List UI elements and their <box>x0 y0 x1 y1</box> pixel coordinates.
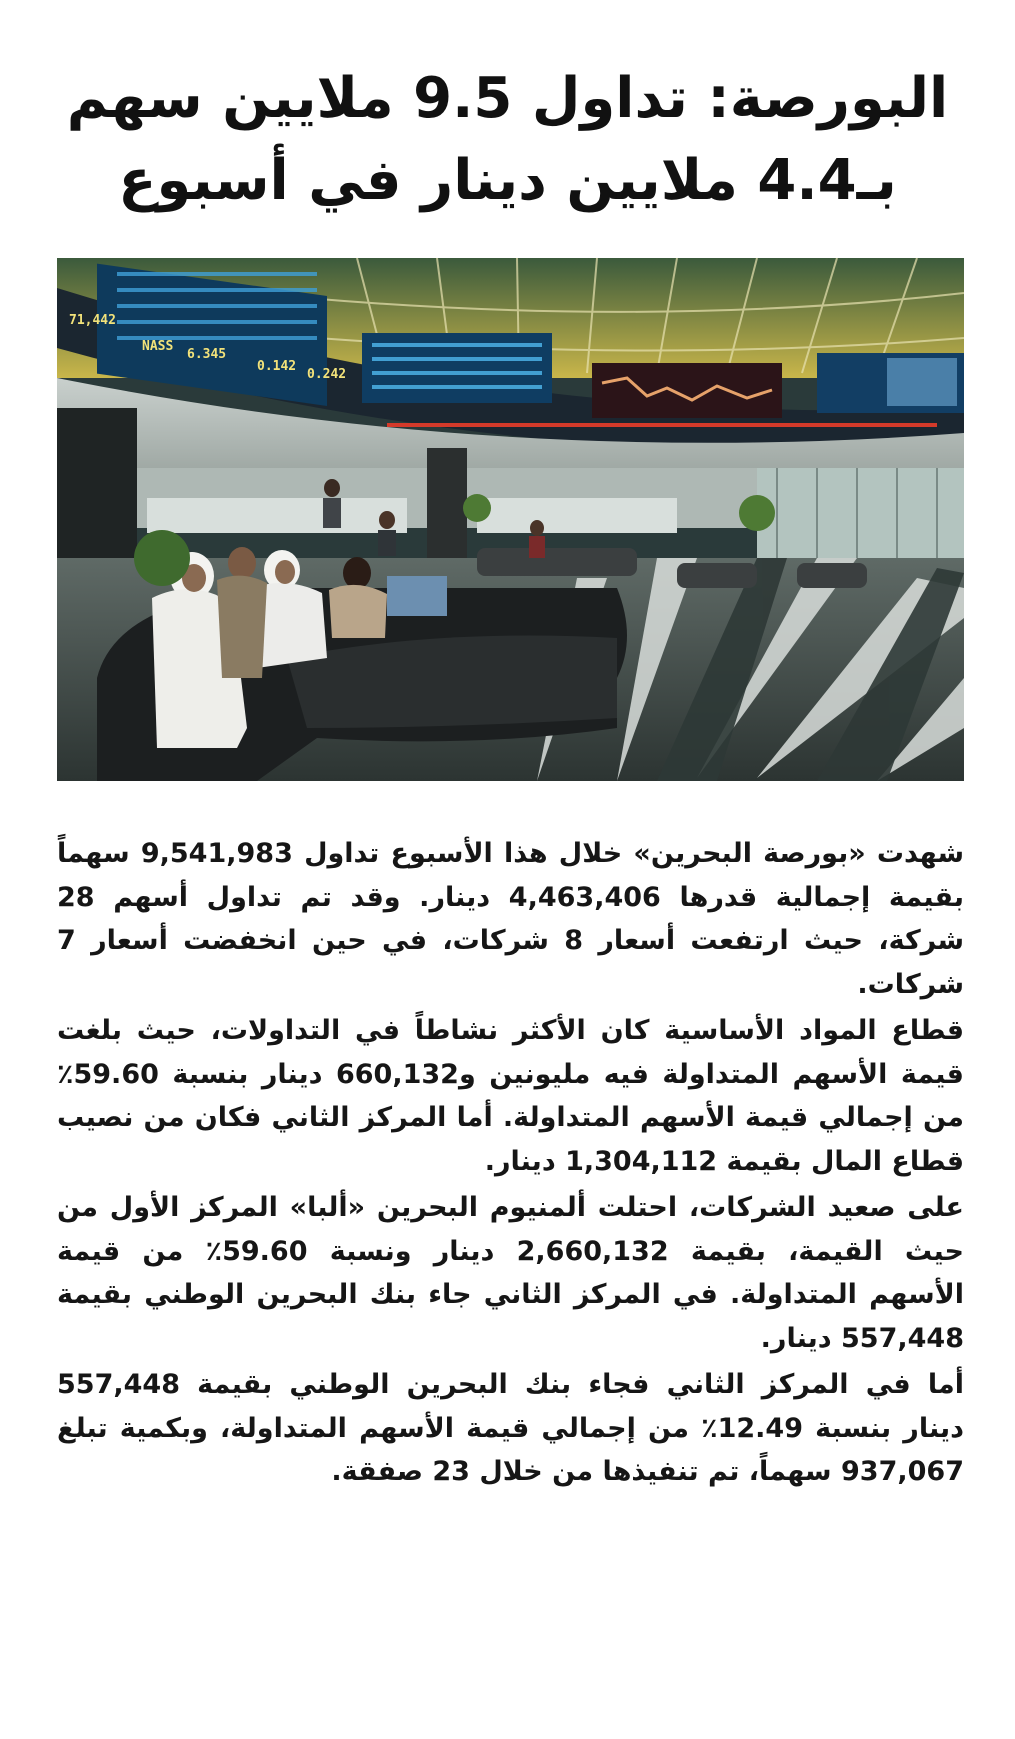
article-body <box>57 832 964 1497</box>
trading-floor-photo <box>57 258 964 781</box>
ticker-value: 0.242 <box>307 367 347 382</box>
trading-floor-illustration <box>57 258 964 781</box>
headline <box>40 58 975 222</box>
headline-line-2: بـ4.4 ملايين دينار في أسبوع <box>118 148 897 213</box>
ticker-value: 0.142 <box>257 359 297 374</box>
ticker-value: NASS <box>142 339 174 354</box>
article-paragraph: قطاع المواد الأساسية كان الأكثر نشاطاً في التداولات، حيث بلغت قيمة الأسهم المتداولة فيه مليونين و660,132 دينار بنسبة 59.60٪ من إجمالي قيمة الأسهم المتداولة. أما المركز الثاني فكان من نصيب قطاع المال بقيمة 1,304,112 دينار. <box>57 1015 964 1177</box>
article-paragraph: شهدت «بورصة البحرين» خلال هذا الأسبوع تداول 9,541,983 سهماً بقيمة إجمالية قدرها 4,463,406 دينار. وقد تم تداول أسهم 28 شركة، حيث ارتفعت أسعار 8 شركات، في حين انخفضت أسعار 7 شركات. <box>57 838 965 1000</box>
ticker-value: 71,442 <box>69 313 116 328</box>
article-paragraph: أما في المركز الثاني فجاء بنك البحرين الوطني بقيمة 557,448 دينار بنسبة 12.49٪ من إجمالي قيمة الأسهم المتداولة، وبكمية تبلغ 937,067 سهماً، تم تنفيذها من خلال 23 صفقة. <box>57 1369 964 1487</box>
article-paragraph: على صعيد الشركات، احتلت ألمنيوم البحرين «ألبا» المركز الأول من حيث القيمة، بقيمة 2,660,132 دينار ونسبة 59.60٪ من قيمة الأسهم المتداولة. في المركز الثاني جاء بنك البحرين الوطني بقيمة 557,448 دينار. <box>57 1192 964 1354</box>
ticker-value: 6.345 <box>187 347 227 362</box>
headline-line-1: البورصة: تداول 9.5 ملايين سهم <box>66 66 949 131</box>
